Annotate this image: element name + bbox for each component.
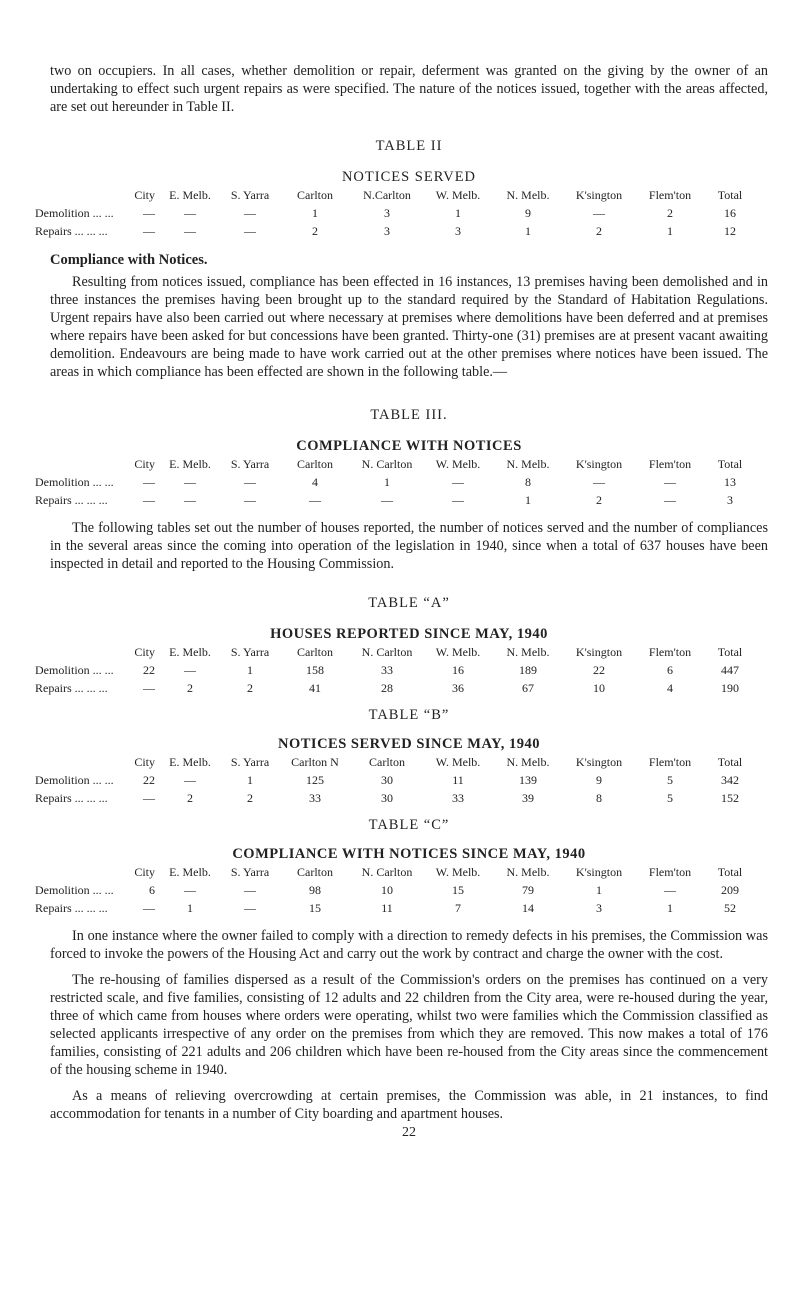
- column-header: W. Melb.: [435, 864, 481, 879]
- compliance-paragraph: Resulting from notices issued, compliance has been effected in 16 instances, 13 premises having been demolished and in three instances the premises having been brought up to the standard required by the Standard of Habitation Regulations. Urgent repairs have also been carried out where necessary at premises where demolitions have been deferred and at premises where repairs have been asked for but concessions have been granted. Thirty-one (31) premises are at present vacant awaiting demolition. Endeavours are being made to have work carried out at the other premises where notices have been issued. The areas in which compliance has been effected are shown in the following table.—: [50, 274, 768, 380]
- table-row: [35, 771, 755, 789]
- table-cell: —: [143, 474, 155, 489]
- intro-paragraph: two on occupiers. In all cases, whether demolition or repair, deferment was granted on the giving by the owner of an undertaking to effect such urgent repairs as were specified. The nature of the notices issued, together with the areas affected, are set out hereunder in Table II.: [50, 63, 768, 115]
- table-cell: —: [143, 492, 155, 507]
- table-cell: 158: [306, 662, 324, 677]
- overcrowding-paragraph: As a means of relieving overcrowding at certain premises, the Commission was able, in 21 instances, to find accommodation for tenants in a number of City boarding and apartment houses.: [50, 1088, 768, 1122]
- table-cell: —: [381, 492, 393, 507]
- table-cell: 36: [452, 680, 464, 695]
- column-header: K'sington: [575, 644, 623, 659]
- column-header: S. Yarra: [230, 864, 270, 879]
- compliance-heading: Compliance with Notices.: [50, 252, 208, 268]
- table-cell: 1: [455, 205, 461, 220]
- table-cell: 3: [455, 223, 461, 238]
- table-a-title: TABLE “A”: [368, 595, 450, 611]
- table-cell: 2: [187, 680, 193, 695]
- table-cell: 1: [312, 205, 318, 220]
- table-cell: —: [184, 492, 196, 507]
- column-header: City: [134, 864, 155, 879]
- column-header: Flem'ton: [648, 187, 692, 202]
- column-header: Flem'ton: [648, 754, 692, 769]
- column-header: Carlton: [297, 456, 333, 471]
- column-header: K'sington: [575, 187, 623, 202]
- row-label: Repairs ... ... ...: [35, 223, 108, 238]
- table-cell: 1: [596, 882, 602, 897]
- table-cell: 3: [384, 205, 390, 220]
- column-header: N.Carlton: [363, 187, 411, 202]
- column-header: Carlton: [369, 754, 405, 769]
- table-cell: 1: [384, 474, 390, 489]
- table-cell: —: [244, 492, 256, 507]
- table-cell: 2: [312, 223, 318, 238]
- table-c-title: TABLE “C”: [368, 817, 450, 833]
- table-header-row: [35, 455, 755, 473]
- table-header-row: [35, 186, 755, 204]
- table-cell: 1: [525, 223, 531, 238]
- column-header: N. Melb.: [506, 644, 550, 659]
- table-cell: 1: [247, 662, 253, 677]
- table-cell: 152: [721, 790, 739, 805]
- column-header: Total: [717, 187, 743, 202]
- column-header: City: [134, 644, 155, 659]
- table-b-title: TABLE “B”: [368, 707, 450, 723]
- table-cell: 11: [381, 900, 393, 915]
- table-cell: 16: [452, 662, 464, 677]
- column-header: Total: [717, 456, 743, 471]
- table-cell: 1: [247, 772, 253, 787]
- column-header: Carlton N: [291, 754, 339, 769]
- column-header: E. Melb.: [169, 644, 211, 659]
- table-cell: —: [664, 474, 676, 489]
- column-header: K'sington: [575, 864, 623, 879]
- table-header-row: [35, 863, 755, 881]
- header-blank-cell: [35, 753, 115, 771]
- table-cell: 67: [522, 680, 534, 695]
- column-header: N. Melb.: [506, 456, 550, 471]
- column-header: N. Carlton: [361, 644, 413, 659]
- table-cell: 79: [522, 882, 534, 897]
- page-number: 22: [402, 1125, 416, 1140]
- table-cell: —: [143, 205, 155, 220]
- table-a: [35, 643, 755, 697]
- table-cell: —: [184, 772, 196, 787]
- table-cell: —: [143, 900, 155, 915]
- table-row: [35, 204, 755, 222]
- table-cell: 3: [727, 492, 733, 507]
- table-cell: 39: [522, 790, 534, 805]
- table-cell: —: [244, 223, 256, 238]
- table-c-subtitle: COMPLIANCE WITH NOTICES SINCE MAY, 1940: [232, 846, 586, 862]
- table-cell: —: [452, 474, 464, 489]
- table-cell: 189: [519, 662, 537, 677]
- table-cell: 4: [667, 680, 673, 695]
- table-cell: 33: [452, 790, 464, 805]
- column-header: E. Melb.: [169, 864, 211, 879]
- table-row: [35, 473, 755, 491]
- table-cell: 22: [143, 662, 155, 677]
- table-row: [35, 661, 755, 679]
- table-cell: —: [244, 882, 256, 897]
- table-cell: 41: [309, 680, 321, 695]
- table-cell: 1: [525, 492, 531, 507]
- row-label: Demolition ... ...: [35, 205, 114, 220]
- table-cell: 33: [309, 790, 321, 805]
- table-iii: [35, 455, 755, 509]
- column-header: City: [134, 187, 155, 202]
- table-cell: 12: [724, 223, 736, 238]
- table-row: [35, 881, 755, 899]
- table-cell: —: [184, 882, 196, 897]
- table-iii-subtitle: COMPLIANCE WITH NOTICES: [296, 438, 522, 454]
- column-header: City: [134, 754, 155, 769]
- table-cell: 5: [667, 790, 673, 805]
- table-cell: 22: [143, 772, 155, 787]
- column-header: K'sington: [575, 754, 623, 769]
- table-cell: 30: [381, 772, 393, 787]
- table-cell: —: [309, 492, 321, 507]
- table-cell: 139: [519, 772, 537, 787]
- table-cell: 3: [596, 900, 602, 915]
- table-cell: 10: [593, 680, 605, 695]
- table-cell: 125: [306, 772, 324, 787]
- table-cell: 6: [149, 882, 155, 897]
- column-header: Carlton: [297, 187, 333, 202]
- table-cell: 6: [667, 662, 673, 677]
- column-header: Total: [717, 644, 743, 659]
- table-cell: 1: [667, 900, 673, 915]
- table-cell: 8: [596, 790, 602, 805]
- column-header: Flem'ton: [648, 864, 692, 879]
- column-header: N. Carlton: [361, 864, 413, 879]
- column-header: W. Melb.: [435, 187, 481, 202]
- table-cell: —: [593, 474, 605, 489]
- rehousing-paragraph: The re-housing of families dispersed as a result of the Commission's orders on the premises has continued on a very restricted scale, and five families, consisting of 12 adults and 22 children from the City area, were re-housed during the year, three of which came from houses where orders were operating, whilst two were families which the Commission classified as selected applicants irrespective of any order on the premises from which they are removed. This now makes a total of 176 families, consisting of 221 adults and 206 children which have been re-housed from the City areas since the commencement of the housing scheme in 1940.: [50, 972, 768, 1078]
- table-row: [35, 491, 755, 509]
- document-page: [35, 62, 768, 1141]
- table-cell: 16: [724, 205, 736, 220]
- table-cell: 9: [525, 205, 531, 220]
- table-cell: —: [593, 205, 605, 220]
- table-cell: 209: [721, 882, 739, 897]
- table-cell: —: [452, 492, 464, 507]
- table-cell: 13: [724, 474, 736, 489]
- table-b: [35, 753, 755, 807]
- table-ii: [35, 186, 755, 240]
- table-cell: 447: [721, 662, 739, 677]
- table-header-row: [35, 753, 755, 771]
- column-header: S. Yarra: [230, 456, 270, 471]
- column-header: W. Melb.: [435, 644, 481, 659]
- table-cell: 2: [247, 790, 253, 805]
- table-cell: 2: [667, 205, 673, 220]
- table-cell: 30: [381, 790, 393, 805]
- row-label: Demolition ... ...: [35, 474, 114, 489]
- table-cell: 3: [384, 223, 390, 238]
- column-header: Carlton: [297, 864, 333, 879]
- column-header: Flem'ton: [648, 644, 692, 659]
- table-iii-title: TABLE III.: [370, 407, 448, 423]
- table-cell: 1: [187, 900, 193, 915]
- header-blank-cell: [35, 455, 115, 473]
- column-header: S. Yarra: [230, 754, 270, 769]
- row-label: Demolition ... ...: [35, 772, 114, 787]
- row-label: Repairs ... ... ...: [35, 790, 108, 805]
- table-cell: —: [143, 790, 155, 805]
- table-cell: 15: [309, 900, 321, 915]
- header-blank-cell: [35, 643, 115, 661]
- table-cell: 2: [187, 790, 193, 805]
- table-cell: —: [184, 662, 196, 677]
- table-cell: —: [143, 223, 155, 238]
- row-label: Repairs ... ... ...: [35, 900, 108, 915]
- table-cell: —: [664, 882, 676, 897]
- table-cell: 7: [455, 900, 461, 915]
- column-header: Total: [717, 864, 743, 879]
- row-label: Demolition ... ...: [35, 662, 114, 677]
- table-a-subtitle: HOUSES REPORTED SINCE MAY, 1940: [270, 626, 548, 642]
- following-tables-paragraph: The following tables set out the number of houses reported, the number of notices served and the number of compliances in the several areas since the coming into operation of the legislation in 1940, since when a total of 637 houses have been inspected in detail and reported to the Housing Commission.: [50, 520, 768, 572]
- table-ii-title: TABLE II: [375, 138, 443, 154]
- table-cell: 8: [525, 474, 531, 489]
- column-header: Total: [717, 754, 743, 769]
- owner-failure-paragraph: In one instance where the owner failed to comply with a direction to remedy defects in his premises, the Commission was forced to invoke the powers of the Housing Act and carry out the work by contract and charge the owner with the cost.: [50, 928, 768, 962]
- table-cell: —: [184, 223, 196, 238]
- header-blank-cell: [35, 186, 115, 204]
- row-label: Repairs ... ... ...: [35, 492, 108, 507]
- table-cell: 4: [312, 474, 318, 489]
- column-header: W. Melb.: [435, 456, 481, 471]
- row-label: Demolition ... ...: [35, 882, 114, 897]
- table-row: [35, 899, 755, 917]
- table-cell: 15: [452, 882, 464, 897]
- column-header: E. Melb.: [169, 754, 211, 769]
- table-b-subtitle: NOTICES SERVED SINCE MAY, 1940: [278, 736, 540, 752]
- row-label: Repairs ... ... ...: [35, 680, 108, 695]
- table-cell: —: [244, 205, 256, 220]
- table-cell: —: [244, 474, 256, 489]
- column-header: N. Melb.: [506, 864, 550, 879]
- table-cell: —: [184, 205, 196, 220]
- table-cell: 10: [381, 882, 393, 897]
- table-cell: 11: [452, 772, 464, 787]
- column-header: W. Melb.: [435, 754, 481, 769]
- table-cell: 14: [522, 900, 534, 915]
- table-cell: 2: [596, 492, 602, 507]
- header-blank-cell: [35, 863, 115, 881]
- table-row: [35, 789, 755, 807]
- table-header-row: [35, 643, 755, 661]
- table-cell: —: [664, 492, 676, 507]
- column-header: S. Yarra: [230, 644, 270, 659]
- table-cell: 190: [721, 680, 739, 695]
- column-header: Flem'ton: [648, 456, 692, 471]
- column-header: S. Yarra: [230, 187, 270, 202]
- table-cell: —: [184, 474, 196, 489]
- table-ii-subtitle: NOTICES SERVED: [341, 169, 477, 185]
- column-header: K'sington: [575, 456, 623, 471]
- table-cell: 2: [247, 680, 253, 695]
- table-cell: 2: [596, 223, 602, 238]
- table-cell: 98: [309, 882, 321, 897]
- column-header: N. Carlton: [361, 456, 413, 471]
- column-header: E. Melb.: [169, 456, 211, 471]
- column-header: N. Melb.: [506, 754, 550, 769]
- table-cell: 5: [667, 772, 673, 787]
- table-row: [35, 679, 755, 697]
- table-cell: 9: [596, 772, 602, 787]
- table-cell: 52: [724, 900, 736, 915]
- table-row: [35, 222, 755, 240]
- table-cell: 22: [593, 662, 605, 677]
- column-header: City: [134, 456, 155, 471]
- column-header: E. Melb.: [169, 187, 211, 202]
- table-cell: 33: [381, 662, 393, 677]
- table-cell: —: [143, 680, 155, 695]
- column-header: Carlton: [297, 644, 333, 659]
- table-cell: 28: [381, 680, 393, 695]
- table-cell: —: [244, 900, 256, 915]
- column-header: N. Melb.: [506, 187, 550, 202]
- table-cell: 342: [721, 772, 739, 787]
- table-cell: 1: [667, 223, 673, 238]
- table-c: [35, 863, 755, 917]
